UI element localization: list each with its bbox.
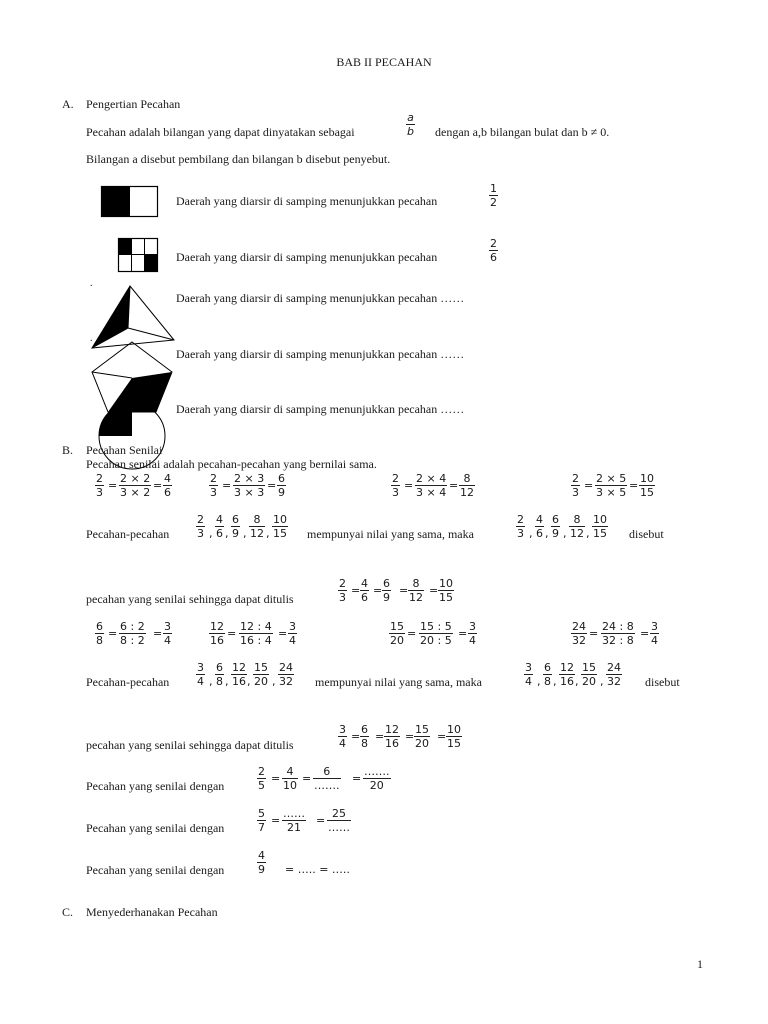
half-shaded-rectangle: [100, 185, 160, 219]
denominator: 16: [210, 634, 224, 647]
denominator: 3: [517, 527, 524, 540]
denominator: 4: [339, 737, 346, 750]
fraction-result: [163, 620, 172, 647]
denominator: 9: [552, 527, 559, 540]
numerator: 2 × 4: [416, 472, 447, 485]
numerator: 15 : 5: [420, 620, 452, 633]
comma: ,: [529, 527, 533, 540]
numerator: 8: [573, 513, 581, 526]
list-fraction: [215, 661, 224, 688]
list-fraction: [231, 661, 247, 688]
equals-sign: =: [458, 627, 468, 640]
pecahan-label-2: Pecahan-pecahan: [86, 675, 170, 689]
denominator: 20: [390, 634, 404, 647]
denominator: 4: [469, 634, 476, 647]
fraction-result: [459, 472, 475, 499]
denominator: 32: [279, 675, 293, 688]
chain-fraction: [446, 723, 462, 750]
fraction-original: [389, 620, 405, 647]
exercise-c-fraction: 4 9: [258, 849, 265, 876]
equals-sign: =: [373, 584, 383, 597]
comma: ,: [563, 527, 567, 540]
numerator: 2: [339, 577, 346, 590]
denominator: 10: [283, 779, 297, 792]
pecahan-label-1: Pecahan-pecahan: [86, 527, 170, 541]
fraction-multiplied: [119, 472, 151, 499]
numerator: 8: [412, 577, 420, 590]
denominator: 12: [460, 486, 474, 499]
numerator: 2 × 3: [234, 472, 265, 485]
denominator: 3 × 2: [120, 486, 151, 499]
fraction-divided: [119, 620, 146, 647]
equals-sign: =: [222, 479, 232, 492]
fraction-a-over-b: a b: [407, 111, 414, 138]
section-c-letter: C.: [62, 905, 74, 919]
chain-fraction: [338, 577, 347, 604]
denominator: 5: [258, 779, 265, 792]
fraction-result: [650, 620, 659, 647]
numerator: 15: [415, 723, 429, 736]
comma: ,: [225, 527, 229, 540]
numerator: 3: [651, 620, 658, 633]
list-fraction: [272, 513, 288, 540]
numerator: 6: [383, 577, 390, 590]
equals-sign: =: [449, 479, 459, 492]
denominator: 4: [164, 634, 171, 647]
page-number: 1: [697, 957, 703, 971]
chain-fraction: [257, 765, 266, 792]
fraction-multiplied: [415, 472, 447, 499]
fraction-divided: [419, 620, 453, 647]
numerator: 3: [469, 620, 476, 633]
list-fraction: [516, 513, 525, 540]
can-write-text-1: pecahan yang senilai sehingga dapat ditulis: [86, 592, 294, 606]
denominator: 32 : 8: [602, 634, 634, 647]
fraction-original: [571, 472, 580, 499]
denominator: 4: [197, 675, 204, 688]
numerator: 4: [536, 513, 543, 526]
equals-sign: =: [629, 479, 639, 492]
numerator: 2: [96, 472, 103, 485]
denominator: 3 × 4: [416, 486, 447, 499]
numerator: 12 : 4: [240, 620, 272, 633]
denominator: 8: [544, 675, 551, 688]
equals-sign: =: [640, 627, 650, 640]
denominator: 16: [232, 675, 246, 688]
equals-sign: =: [227, 627, 237, 640]
denominator: 32: [572, 634, 586, 647]
denominator: 15: [593, 527, 607, 540]
equals-sign: =: [108, 479, 118, 492]
denominator: 6: [361, 591, 368, 604]
equals-sign: =: [405, 730, 415, 743]
numerator-denominator-text: Bilangan a disebut pembilang dan bilangan b disebut penyebut.: [86, 152, 391, 166]
list-fraction: [581, 661, 597, 688]
numerator: 15: [582, 661, 596, 674]
denominator: 32: [607, 675, 621, 688]
numerator: 6: [361, 723, 368, 736]
denominator: 20: [582, 675, 596, 688]
comma: ,: [537, 675, 541, 688]
numerator: 4: [361, 577, 368, 590]
comma: ,: [243, 527, 247, 540]
definition-text: Pecahan adalah bilangan yang dapat dinyatakan sebagai: [86, 125, 355, 139]
section-b-heading: Pecahan Senilai: [86, 443, 163, 457]
comma: ,: [272, 675, 276, 688]
denominator: 3: [197, 527, 204, 540]
chain-fraction: [382, 577, 391, 604]
equals-sign: =: [589, 627, 599, 640]
denominator: 21: [287, 821, 301, 834]
denominator: 9: [278, 486, 285, 499]
chain-fraction: [282, 765, 298, 792]
denominator: 12: [250, 527, 264, 540]
fraction-result: [288, 620, 297, 647]
denominator: 4: [651, 634, 658, 647]
page-title: BAB II PECAHAN: [336, 55, 432, 69]
numerator: 12: [560, 661, 574, 674]
equals-sign: =: [404, 479, 414, 492]
numerator: 12: [385, 723, 399, 736]
equals-sign: =: [375, 730, 385, 743]
equals-sign: =: [153, 479, 163, 492]
fraction-1-2: 1 2: [490, 182, 497, 209]
denominator: 20: [369, 779, 384, 792]
numerator: 3: [339, 723, 346, 736]
comma: ,: [575, 675, 579, 688]
equals-sign: =: [267, 479, 277, 492]
denominator: 16: [385, 737, 399, 750]
numerator: 2: [258, 765, 265, 778]
fraction-result: [468, 620, 477, 647]
fraction-original: [95, 472, 104, 499]
chain-fraction: [414, 723, 430, 750]
numerator: 10: [439, 577, 453, 590]
numerator: 10: [273, 513, 287, 526]
fraction-result: [277, 472, 286, 499]
list-fraction: [253, 661, 269, 688]
list-fraction: [249, 513, 265, 540]
list-fraction: [592, 513, 608, 540]
list-fraction: [231, 513, 240, 540]
disebut-text-1: disebut: [629, 527, 664, 541]
exercise-c-rest: = ….. = …..: [285, 863, 350, 876]
numerator: 24: [279, 661, 293, 674]
denominator: 20: [254, 675, 268, 688]
numerator: 2: [392, 472, 399, 485]
list-fraction: [278, 661, 294, 688]
list-fraction: [524, 661, 533, 688]
denominator: 8: [216, 675, 223, 688]
chain-fraction: [313, 765, 341, 792]
numerator: 6: [323, 765, 331, 778]
denominator: 6: [216, 527, 223, 540]
numerator: 10: [640, 472, 654, 485]
equals-sign: =: [437, 730, 447, 743]
equals-sign: =: [271, 772, 281, 785]
exercise-c-label: Pecahan yang senilai dengan: [86, 863, 225, 877]
denominator: 15: [439, 591, 453, 604]
list-fraction: [215, 513, 224, 540]
numerator: 12: [232, 661, 246, 674]
denominator: 8: [361, 737, 368, 750]
shape-2-text: Daerah yang diarsir di samping menunjukkan pecahan: [176, 250, 438, 264]
exercise-b-label: Pecahan yang senilai dengan: [86, 821, 225, 835]
chain-fraction: [363, 765, 391, 792]
numerator: 2: [517, 513, 524, 526]
numerator: 6: [96, 620, 103, 633]
chain-fraction: [338, 723, 347, 750]
denominator: 16 : 4: [240, 634, 272, 647]
equals-sign: =: [429, 584, 439, 597]
equals-sign: =: [153, 627, 163, 640]
denominator: 3 × 5: [596, 486, 627, 499]
definition-condition: dengan a,b bilangan bulat dan b ≠ 0.: [435, 125, 610, 139]
section-b-letter: B.: [62, 443, 74, 457]
numerator: 6: [552, 513, 559, 526]
numerator: 10: [593, 513, 607, 526]
numerator: 4: [286, 765, 294, 778]
list-fraction: [559, 661, 575, 688]
equals-sign: =: [352, 772, 362, 785]
fraction-multiplied: [233, 472, 265, 499]
numerator: 6 : 2: [120, 620, 145, 633]
denominator: 4: [525, 675, 532, 688]
equals-sign: =: [399, 584, 409, 597]
equals-sign: =: [302, 772, 312, 785]
numerator: 12: [210, 620, 224, 633]
can-write-text-2: pecahan yang senilai sehingga dapat ditulis: [86, 738, 294, 752]
chain-fraction: [408, 577, 424, 604]
denominator: 8 : 2: [120, 634, 145, 647]
chain-fraction: [360, 577, 369, 604]
numerator: 3: [197, 661, 204, 674]
denominator: 15: [640, 486, 654, 499]
shape-1-text: Daerah yang diarsir di samping menunjukkan pecahan: [176, 194, 438, 208]
denominator: 3 × 3: [234, 486, 265, 499]
denominator: 3: [392, 486, 399, 499]
denominator: 12: [570, 527, 584, 540]
list-fraction: [606, 661, 622, 688]
numerator: 2 × 2: [120, 472, 151, 485]
fraction-2-6: 2 6: [490, 237, 497, 264]
list-fraction: [196, 661, 205, 688]
chain-fraction: [282, 807, 306, 834]
disebut-text-2: disebut: [645, 675, 680, 689]
section-b-definition: Pecahan senilai adalah pecahan-pecahan yang bernilai sama.: [86, 457, 377, 471]
equals-sign: =: [278, 627, 288, 640]
fraction-divided: [601, 620, 635, 647]
equals-sign: =: [351, 584, 361, 597]
fraction-divided: [239, 620, 273, 647]
numerator: 6: [232, 513, 239, 526]
chain-fraction: [360, 723, 369, 750]
denominator: 15: [273, 527, 287, 540]
shape-3-text: Daerah yang diarsir di samping menunjukkan pecahan ……: [176, 291, 465, 305]
equals-sign: =: [584, 479, 594, 492]
denominator: 12: [409, 591, 423, 604]
numerator: 6: [278, 472, 285, 485]
fraction-original: [95, 620, 104, 647]
exercise-a-label: Pecahan yang senilai dengan: [86, 779, 225, 793]
chain-fraction: [438, 577, 454, 604]
equals-sign: =: [316, 814, 326, 827]
numerator: 24 : 8: [602, 620, 634, 633]
comma: ,: [266, 527, 270, 540]
chain-fraction: [327, 807, 351, 834]
denominator: 9: [232, 527, 239, 540]
list-fraction: [535, 513, 544, 540]
numerator: 5: [258, 807, 265, 820]
denominator: 3: [210, 486, 217, 499]
numerator: ……: [283, 807, 305, 820]
shape-3-dot: .: [90, 278, 93, 289]
numerator: 4: [216, 513, 223, 526]
comma: ,: [553, 675, 557, 688]
equals-sign: =: [351, 730, 361, 743]
comma: ,: [247, 675, 251, 688]
same-value-text-1: mempunyai nilai yang sama, maka: [307, 527, 474, 541]
denominator: 6: [536, 527, 543, 540]
list-fraction: [551, 513, 560, 540]
fraction-original: [209, 472, 218, 499]
numerator: 3: [164, 620, 171, 633]
comma: ,: [545, 527, 549, 540]
numerator: 4: [164, 472, 171, 485]
denominator: 15: [447, 737, 461, 750]
fraction-original: [391, 472, 400, 499]
denominator: …….: [314, 779, 340, 792]
fraction-multiplied: [595, 472, 627, 499]
section-a-letter: A.: [62, 97, 74, 111]
comma: ,: [225, 675, 229, 688]
denominator: 7: [258, 821, 265, 834]
numerator: 25: [332, 807, 346, 820]
denominator: ……: [328, 821, 350, 834]
numerator: 2: [572, 472, 579, 485]
list-fraction: [569, 513, 585, 540]
shape-5-text: Daerah yang diarsir di samping menunjukkan pecahan ……: [176, 402, 465, 416]
comma: ,: [586, 527, 590, 540]
numerator: 6: [544, 661, 551, 674]
fraction-original: [571, 620, 587, 647]
equals-sign: =: [271, 814, 281, 827]
section-c-heading: Menyederhanakan Pecahan: [86, 905, 218, 919]
denominator: 20: [415, 737, 429, 750]
grid-2-of-6-shaded: [117, 237, 161, 275]
denominator: 3: [96, 486, 103, 499]
fraction-result: [163, 472, 172, 499]
denominator: 3: [339, 591, 346, 604]
numerator: 6: [216, 661, 223, 674]
list-fraction: [196, 513, 205, 540]
denominator: 4: [289, 634, 296, 647]
equals-sign: =: [108, 627, 118, 640]
fraction-original: [209, 620, 225, 647]
numerator: …….: [364, 765, 390, 778]
numerator: 3: [525, 661, 532, 674]
numerator: 15: [254, 661, 268, 674]
chain-fraction: [257, 807, 266, 834]
denominator: 6: [164, 486, 171, 499]
equals-sign: =: [407, 627, 417, 640]
same-value-text-2: mempunyai nilai yang sama, maka: [315, 675, 482, 689]
denominator: 9: [383, 591, 390, 604]
numerator: 24: [607, 661, 621, 674]
numerator: 8: [463, 472, 471, 485]
shape-4-dot: .: [90, 333, 93, 344]
denominator: 3: [572, 486, 579, 499]
numerator: 3: [289, 620, 296, 633]
section-a-heading: Pengertian Pecahan: [86, 97, 181, 111]
denominator: 8: [96, 634, 103, 647]
comma: ,: [600, 675, 604, 688]
shape-4-text: Daerah yang diarsir di samping menunjukkan pecahan ……: [176, 347, 465, 361]
denominator: 20 : 5: [420, 634, 452, 647]
numerator: 2: [210, 472, 217, 485]
numerator: 2: [197, 513, 204, 526]
numerator: 8: [253, 513, 261, 526]
numerator: 10: [447, 723, 461, 736]
comma: ,: [209, 527, 213, 540]
numerator: 15: [390, 620, 404, 633]
denominator: 16: [560, 675, 574, 688]
fraction-result: [639, 472, 655, 499]
chain-fraction: [384, 723, 400, 750]
comma: ,: [209, 675, 213, 688]
numerator: 2 × 5: [596, 472, 627, 485]
list-fraction: [543, 661, 552, 688]
numerator: 24: [572, 620, 586, 633]
